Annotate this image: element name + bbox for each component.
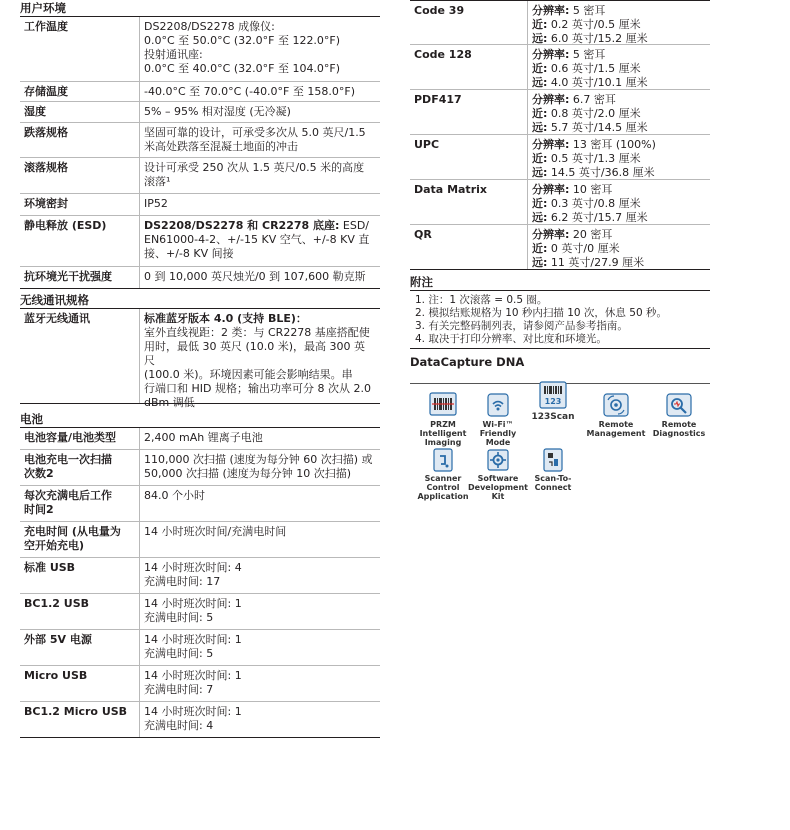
table-row <box>410 45 710 90</box>
row-key: 静电释放 (ESD) <box>20 216 140 266</box>
dna-item-label: Remote Management <box>586 420 646 438</box>
note-line: 1. 注：1 次滚落 = 0.5 圈。 <box>415 294 548 306</box>
near-value: 0.2 英寸/0.5 厘米 <box>547 18 641 31</box>
row-value <box>528 90 710 134</box>
section-heading-wireless: 无线通讯规格 <box>20 292 380 309</box>
row-value-text: ESD/ EN61000-4-2、+/-15 KV 空气、+/-8 KV 直 接、+/-8 KV 间接 <box>144 219 370 260</box>
resolution-label: 分辨率: <box>532 48 570 61</box>
far-value: 5.7 英寸/14.5 厘米 <box>547 121 648 134</box>
row-value: IP52 <box>144 197 168 210</box>
row-key: 电池充电一次扫描 次数2 <box>20 450 140 485</box>
near-value: 0.6 英寸/1.5 厘米 <box>547 62 641 75</box>
table-row <box>20 123 380 158</box>
table-row <box>20 17 380 82</box>
row-value: 14 小时班次时间: 4 充满电时间: 17 <box>144 561 242 588</box>
row-key: 湿度 <box>20 102 140 122</box>
row-key: 外部 5V 电源 <box>20 630 140 665</box>
row-key: 抗环境光干扰强度 <box>20 267 140 288</box>
resolution-value: 20 密耳 <box>569 228 613 241</box>
near-line <box>532 107 706 121</box>
row-value: 14 小时班次时间/充满电时间 <box>144 525 287 538</box>
right-column <box>410 0 710 501</box>
row-value: 110,000 次扫描 (速度为每分钟 60 次扫描) 或 50,000 次扫描 (速度为每分钟 10 次扫描) <box>144 453 373 480</box>
table-row <box>20 486 380 522</box>
near-label: 近: <box>532 18 548 31</box>
scan-to-connect-icon <box>541 448 565 472</box>
row-value <box>528 135 710 179</box>
resolution-label: 分辨率: <box>532 93 570 106</box>
far-line <box>532 121 706 135</box>
row-key: 环境密封 <box>20 194 140 215</box>
far-line <box>532 166 706 180</box>
row-key: UPC <box>410 135 528 179</box>
table-row <box>20 428 380 450</box>
wifi-icon <box>484 392 512 418</box>
table-row <box>20 194 380 216</box>
remote-management-icon <box>602 392 630 418</box>
table-row <box>20 702 380 738</box>
dna-item-label: Scan-To- Connect <box>534 474 572 492</box>
resolution-line <box>532 48 706 62</box>
near-label: 近: <box>532 197 548 210</box>
row-key: 存储温度 <box>20 82 140 101</box>
row-key: 蓝牙无线通讯 <box>20 309 140 403</box>
dna-item-remote-diagnostics <box>649 392 709 438</box>
far-label: 远: <box>532 121 548 134</box>
notes-list <box>410 291 710 349</box>
row-value: -40.0°C 至 70.0°C (-40.0°F 至 158.0°F) <box>144 85 355 98</box>
near-label: 近: <box>532 107 548 120</box>
far-label: 远: <box>532 76 548 89</box>
resolution-line <box>532 138 706 152</box>
dna-item-label: Wi-Fi™ Friendly Mode <box>479 420 517 447</box>
resolution-line <box>532 93 706 107</box>
near-line <box>532 152 706 166</box>
row-key: Data Matrix <box>410 180 528 224</box>
table-row <box>20 82 380 102</box>
table-row <box>410 135 710 180</box>
far-label: 远: <box>532 256 548 269</box>
row-value-text: 室外直线视距：2 类：与 CR2278 基座搭配使 用时，最低 30 英尺 (10.0 米)，最高 300 英尺 (100.0 米)。环境因素可能会影响结果。串 行端口和 HID 规格；输出功率可分 8 次从 2.0 dBm 调低 <box>144 326 371 409</box>
resolution-line <box>532 228 706 242</box>
resolution-label: 分辨率: <box>532 4 570 17</box>
near-value: 0.3 英寸/0.8 厘米 <box>547 197 641 210</box>
dna-icon-panel <box>410 383 710 501</box>
row-key: Code 39 <box>410 1 528 44</box>
row-value <box>528 1 710 44</box>
row-value-bold: 标准蓝牙版本 4.0 (支持 BLE)： <box>144 312 307 325</box>
dna-item-scan-to-connect <box>523 448 583 492</box>
far-line <box>532 32 706 46</box>
dna-item-label: Software Development Kit <box>468 474 528 501</box>
123scan-icon <box>538 380 568 410</box>
note-line: 4. 取决于打印分辨率、对比度和环境光。 <box>415 333 607 345</box>
row-value: 0 到 10,000 英尺烛光/0 到 107,600 勒克斯 <box>144 270 366 283</box>
resolution-value: 6.7 密耳 <box>569 93 616 106</box>
far-label: 远: <box>532 211 548 224</box>
dna-item-label: Remote Diagnostics <box>652 420 706 438</box>
battery-table <box>20 428 380 738</box>
wireless-table <box>20 309 380 409</box>
note-line: 2. 模拟结账规格为 10 秒内扫描 10 次，休息 50 秒。 <box>415 307 667 319</box>
dna-item-label: PRZM Intelligent Imaging <box>419 420 467 447</box>
row-value: 5% – 95% 相对湿度 (无冷凝) <box>144 105 291 118</box>
row-value: 14 小时班次时间: 1 充满电时间: 4 <box>144 705 242 732</box>
near-label: 近: <box>532 242 548 255</box>
codes-table <box>410 0 710 270</box>
table-row <box>410 225 710 270</box>
row-value: 14 小时班次时间: 1 充满电时间: 5 <box>144 597 242 624</box>
table-row <box>20 267 380 289</box>
resolution-label: 分辨率: <box>532 183 570 196</box>
near-label: 近: <box>532 62 548 75</box>
row-value <box>140 216 380 266</box>
dna-item-wifi <box>468 392 528 447</box>
dna-item-remote-management <box>586 392 646 438</box>
dna-item-sdk <box>468 448 528 501</box>
table-row <box>20 630 380 666</box>
resolution-line <box>532 4 706 18</box>
resolution-label: 分辨率: <box>532 138 570 151</box>
table-row <box>410 90 710 135</box>
far-label: 远: <box>532 166 548 179</box>
far-value: 6.0 英寸/15.2 厘米 <box>547 32 648 45</box>
row-key: 标准 USB <box>20 558 140 593</box>
table-row <box>20 558 380 594</box>
near-label: 近: <box>532 152 548 165</box>
row-key: 每次充满电后工作 时间2 <box>20 486 140 521</box>
near-line <box>532 197 706 211</box>
row-key: 工作温度 <box>20 17 140 81</box>
row-key: 电池容量/电池类型 <box>20 428 140 449</box>
far-value: 4.0 英寸/10.1 厘米 <box>547 76 648 89</box>
scanner-control-icon <box>431 448 455 472</box>
resolution-label: 分辨率: <box>532 228 570 241</box>
row-key: Code 128 <box>410 45 528 89</box>
row-key: QR <box>410 225 528 269</box>
row-key: BC1.2 USB <box>20 594 140 629</box>
table-row <box>20 594 380 630</box>
row-value-bold: DS2208/DS2278 和 CR2278 底座: <box>144 219 340 232</box>
dna-item-label: 123Scan <box>531 412 575 422</box>
row-value: 14 小时班次时间: 1 充满电时间: 5 <box>144 633 242 660</box>
table-row <box>20 158 380 194</box>
dna-item-123scan <box>523 380 583 422</box>
row-key: 跌落规格 <box>20 123 140 157</box>
left-column <box>20 0 380 738</box>
far-value: 6.2 英寸/15.7 厘米 <box>547 211 648 224</box>
table-row <box>20 102 380 123</box>
row-value: 坚固可靠的设计，可承受多次从 5.0 英尺/1.5 米高处跌落至混凝土地面的冲击 <box>144 126 366 153</box>
row-value <box>528 45 710 89</box>
far-value: 11 英寸/27.9 厘米 <box>547 256 645 269</box>
far-value: 14.5 英寸/36.8 厘米 <box>547 166 655 179</box>
row-key: 滚落规格 <box>20 158 140 193</box>
dna-item-label: Scanner Control Application <box>417 474 469 501</box>
row-value <box>140 309 380 409</box>
near-value: 0.5 英寸/1.3 厘米 <box>547 152 641 165</box>
table-row <box>410 180 710 225</box>
section-heading-battery: 电池 <box>20 411 380 428</box>
dna-item-przm <box>413 392 473 447</box>
resolution-value: 5 密耳 <box>569 48 606 61</box>
far-line <box>532 256 706 270</box>
resolution-value: 10 密耳 <box>569 183 613 196</box>
dna-item-scanner-control <box>413 448 473 501</box>
row-key: 充电时间 (从电量为 空开始充电) <box>20 522 140 557</box>
table-row <box>20 450 380 486</box>
resolution-value: 13 密耳 (100%) <box>569 138 656 151</box>
row-value <box>528 180 710 224</box>
row-value: 设计可承受 250 次从 1.5 英尺/0.5 米的高度 滚落¹ <box>144 161 365 188</box>
table-row <box>410 1 710 45</box>
row-value <box>528 225 710 269</box>
row-value: 14 小时班次时间: 1 充满电时间: 7 <box>144 669 242 696</box>
row-key: PDF417 <box>410 90 528 134</box>
near-line <box>532 62 706 76</box>
table-row <box>20 522 380 558</box>
user-env-table <box>20 17 380 289</box>
resolution-value: 5 密耳 <box>569 4 606 17</box>
notes-section <box>410 274 710 349</box>
table-row <box>20 666 380 702</box>
table-row <box>20 216 380 267</box>
row-value: 2,400 mAh 锂离子电池 <box>144 431 263 444</box>
far-line <box>532 211 706 225</box>
svg-text:123: 123 <box>544 397 562 406</box>
row-value: DS2208/DS2278 成像仪: 0.0°C 至 50.0°C (32.0°F 至 122.0°F) 投射通讯座: 0.0°C 至 40.0°C (32.0°F 至 104.0°F) <box>144 20 341 75</box>
remote-diagnostics-icon <box>665 392 693 418</box>
near-value: 0 英寸/0 厘米 <box>547 242 620 255</box>
przm-icon <box>429 392 457 418</box>
row-key: BC1.2 Micro USB <box>20 702 140 737</box>
section-heading-dna: DataCapture DNA <box>410 355 525 369</box>
far-line <box>532 76 706 90</box>
far-label: 远: <box>532 32 548 45</box>
section-heading-notes: 附注 <box>410 274 710 291</box>
near-value: 0.8 英寸/2.0 厘米 <box>547 107 641 120</box>
row-value: 84.0 个小时 <box>144 489 205 502</box>
row-key: Micro USB <box>20 666 140 701</box>
near-line <box>532 242 706 256</box>
sdk-icon <box>486 448 510 472</box>
note-line: 3. 有关完整码制列表，请参阅产品参考指南。 <box>415 320 628 332</box>
section-heading-user-env: 用户环境 <box>20 0 380 17</box>
resolution-line <box>532 183 706 197</box>
near-line <box>532 18 706 32</box>
table-row <box>20 309 380 409</box>
